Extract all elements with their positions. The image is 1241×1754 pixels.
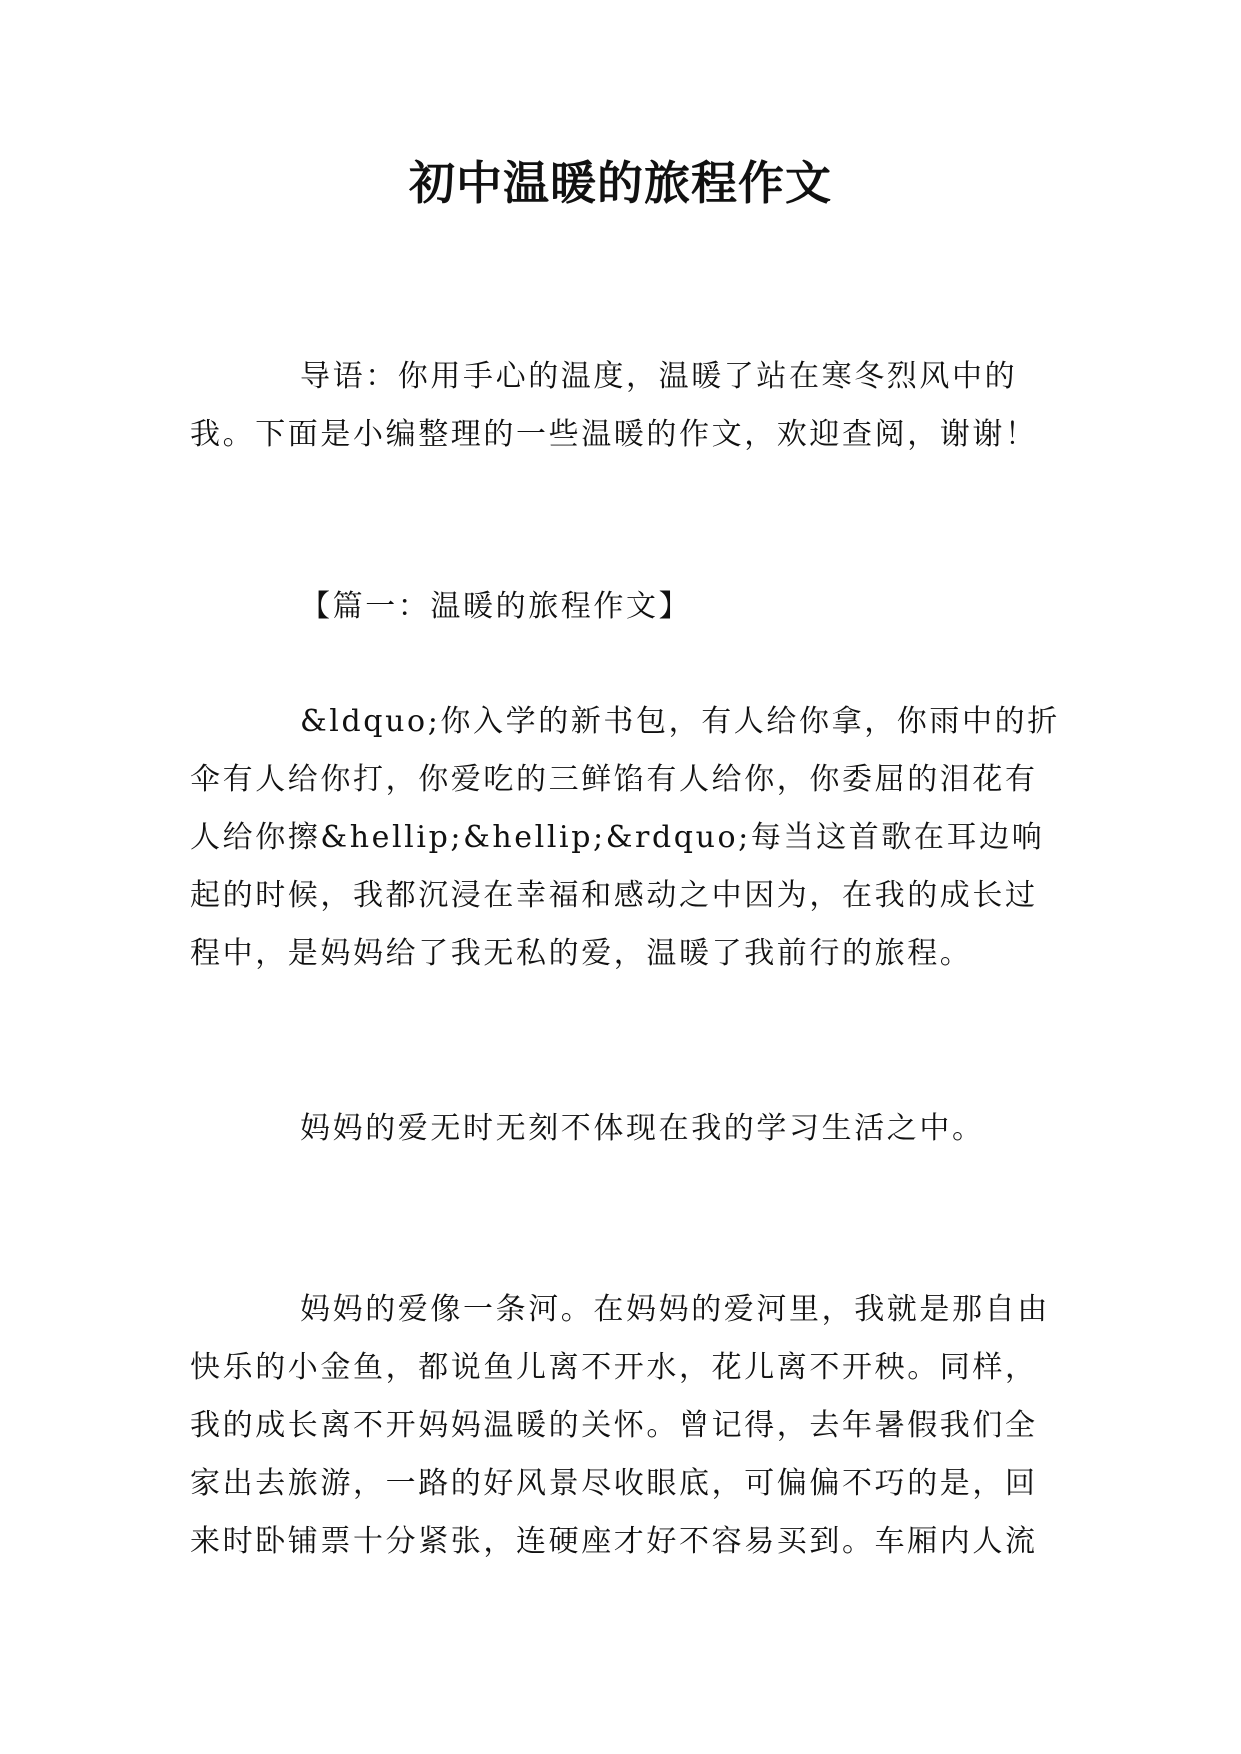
body-paragraph: 妈妈的爱无时无刻不体现在我的学习生活之中。 xyxy=(300,1111,985,1146)
body-paragraph: &ldquo;你入学的新书包，有人给你拿，你雨中的折伞有人给你打，你爱吃的三鲜馅有人给你，你委屈的泪花有人给你擦&hellip;&hellip;&rdquo;每当这首歌在耳边响起的时候，我都沉浸在幸福和感动之中因为，在我的成长过程中，是妈妈给了我无私的爱，温暖了我前行的旅程。 xyxy=(190,704,1060,971)
document-title: 初中温暖的旅程作文 xyxy=(409,156,832,210)
intro-paragraph: 导语：你用手心的温度，温暖了站在寒冬烈风中的我。下面是小编整理的一些温暖的作文，欢迎查阅，谢谢！ xyxy=(190,359,1038,452)
section-heading: 【篇一：温暖的旅程作文】 xyxy=(300,589,692,624)
body-paragraph: 妈妈的爱像一条河。在妈妈的爱河里，我就是那自由快乐的小金鱼，都说鱼儿离不开水，花儿离不开秧。同样，我的成长离不开妈妈温暖的关怀。曾记得，去年暑假我们全家出去旅游，一路的好风景尽收眼底，可偏偏不巧的是，回来时卧铺票十分紧张，连硬座才好不容易买到。车厢内人流 xyxy=(190,1292,1050,1559)
